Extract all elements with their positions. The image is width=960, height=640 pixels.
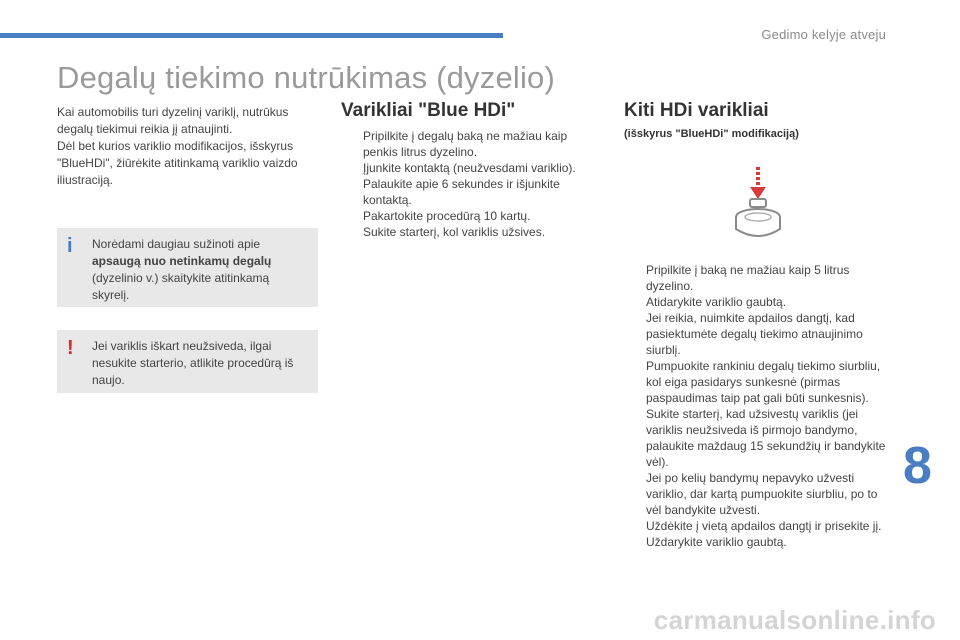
step-text: Pumpuokite rankiniu degalų tiekimo siurbliu, kol eiga pasidarys sunkesnė (pirmas paspaudimas taip pat gali būti sunkesnis). — [646, 359, 881, 405]
other-hdi-subnote: (išskyrus "BlueHDi" modifikaciją) — [624, 128, 799, 140]
bluehdi-heading: Varikliai "Blue HDi" — [341, 100, 516, 121]
step-item — [341, 160, 596, 176]
intro-paragraph: Kai automobilis turi dyzelinį variklį, nutrūkus degalų tiekimui reikia jį atnaujinti. — [57, 105, 289, 136]
step-item — [624, 358, 890, 406]
step-item — [624, 406, 890, 470]
step-item — [624, 310, 890, 358]
intro-text — [57, 104, 312, 189]
step-text: Įjunkite kontaktą (neužvesdami variklio). — [363, 161, 576, 175]
warning-icon: ! — [67, 337, 74, 359]
info-note — [57, 228, 318, 307]
other-hdi-heading: Kiti HDi varikliai — [624, 100, 769, 121]
step-text: Pripilkite į baką ne mažiau kaip 5 litrus dyzelino. — [646, 263, 850, 293]
step-text: Pripilkite į degalų baką ne mažiau kaip penkis litrus dyzelino. — [363, 129, 568, 159]
warning-note-text: Jei variklis iškart neužsiveda, ilgai nesukite starterio, atlikite procedūrą iš naujo. — [92, 339, 294, 387]
step-text: Jei po kelių bandymų nepavyko užvesti variklio, dar kartą pumpuokite siurbliu, po to vėl bandykite užvesti. — [646, 471, 878, 517]
step-item — [341, 208, 596, 224]
step-text: Uždėkite į vietą apdailos dangtį ir prisekite jį. — [646, 519, 882, 533]
step-text: Atidarykite variklio gaubtą. — [646, 295, 787, 309]
header-accent-bar — [0, 33, 503, 38]
step-item — [341, 128, 596, 160]
step-text: Jei reikia, nuimkite apdailos dangtį, kad pasiektumėte degalų tiekimo atnaujinimo siurblį. — [646, 311, 863, 357]
step-text: Uždarykite variklio gaubtą. — [646, 535, 787, 549]
section-title: Gedimo kelyje atveju — [761, 27, 886, 42]
bluehdi-steps-list — [341, 128, 596, 240]
step-text: Pakartokite procedūrą 10 kartų. — [363, 209, 531, 223]
info-note-text: Norėdami daugiau sužinoti apie apsaugą nuo netinkamų degalų (dyzelinio v.) skaitykite atitinkamą skyrelį. — [92, 237, 272, 302]
warning-note — [57, 330, 318, 393]
step-item — [341, 176, 596, 208]
chapter-number: 8 — [903, 437, 932, 495]
step-item — [624, 518, 890, 534]
step-text: Sukite starterį, kad užsivestų variklis (jei variklis neužsiveda iš pirmojo bandymo, palaukite maždaug 15 sekundžių ir bandykite vėl). — [646, 407, 886, 469]
intro-paragraph: Dėl bet kurios variklio modifikacijos, išskyrus "BlueHDi", žiūrėkite atitinkamą variklio vaizdo iliustraciją. — [57, 139, 298, 187]
step-item — [624, 534, 890, 550]
step-item — [624, 294, 890, 310]
fuel-pump-primer-icon — [728, 165, 788, 245]
step-item — [341, 224, 596, 240]
watermark: carmanualsonline.info — [653, 605, 936, 635]
info-icon: i — [67, 235, 73, 257]
page-title: Degalų tiekimo nutrūkimas (dyzelio) — [57, 60, 556, 95]
step-text: Palaukite apie 6 sekundes ir išjunkite kontaktą. — [363, 177, 560, 207]
info-note-emphasis: apsaugą nuo netinkamų degalų — [92, 254, 272, 268]
step-item — [624, 262, 890, 294]
other-hdi-steps-list — [624, 262, 890, 550]
step-item — [624, 470, 890, 518]
step-text: Sukite starterį, kol variklis užsives. — [363, 225, 546, 239]
